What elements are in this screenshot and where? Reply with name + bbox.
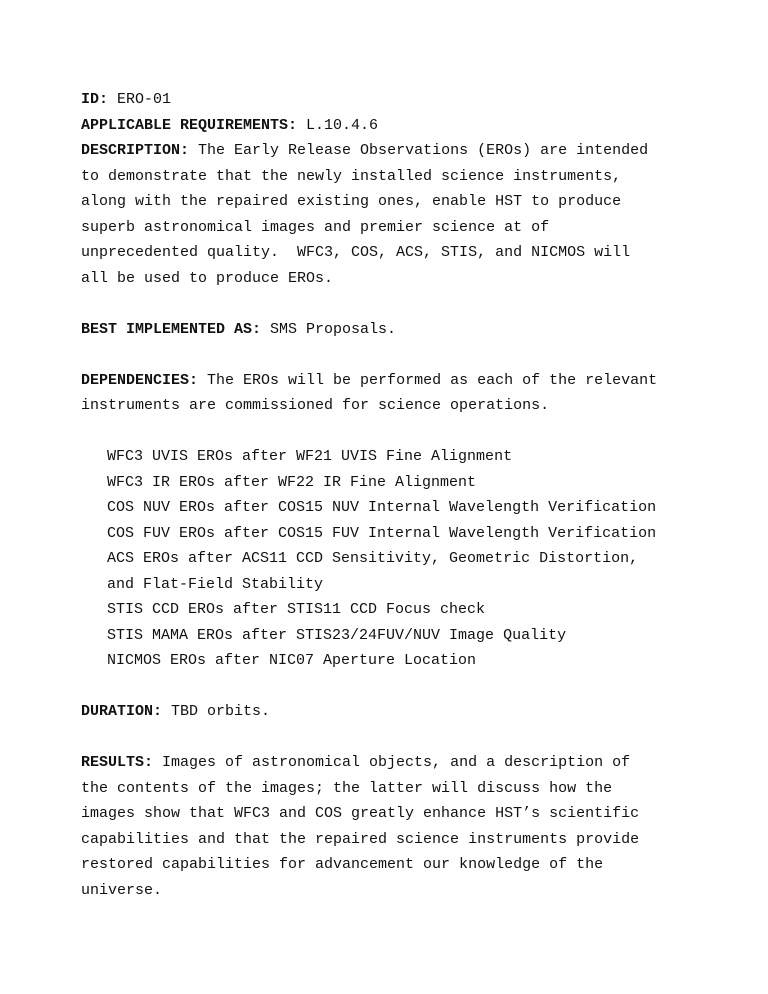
dependency-item: COS NUV EROs after COS15 NUV Internal Wavelength Verification [107, 499, 657, 516]
description-line-2: to demonstrate that the newly installed science instruments, [81, 167, 622, 185]
dependency-item: STIS MAMA EROs after STIS23/24FUV/NUV Image Quality [107, 626, 567, 644]
id-value: ERO-01 [108, 91, 172, 108]
duration-label: DURATION: [81, 703, 163, 720]
dependencies-text: The EROs will be performed as each of the relevant [198, 371, 658, 389]
description-line-1 [81, 138, 701, 164]
dependency-item: STIS CCD EROs after STIS11 CCD Focus check [107, 601, 486, 618]
description-line-5: unprecedented quality. WFC3, COS, ACS, STIS, and NICMOS will [81, 244, 631, 261]
spacer [81, 291, 701, 317]
dependencies-line-1 [81, 368, 701, 394]
duration-line [81, 699, 701, 725]
dependency-item: ACS EROs after ACS11 CCD Sensitivity, Geometric Distortion, [107, 550, 639, 567]
results-line-6: universe. [81, 881, 163, 899]
dependency-item: WFC3 UVIS EROs after WF21 UVIS Fine Alignment [107, 448, 513, 465]
duration-value: TBD orbits. [162, 703, 271, 720]
results-line-5: restored capabilities for advancement our knowledge of the [81, 856, 604, 873]
best-implemented-line [81, 317, 701, 343]
dependency-item: WFC3 IR EROs after WF22 IR Fine Alignment [107, 473, 477, 491]
requirements-value: L.10.4.6 [297, 116, 379, 134]
spacer [81, 674, 701, 700]
id-label: ID: [81, 91, 109, 108]
spacer [81, 725, 701, 751]
document-page [81, 87, 701, 903]
dependency-item: NICMOS EROs after NIC07 Aperture Location [107, 652, 477, 669]
description-line-4: superb astronomical images and premier science at of [81, 218, 550, 236]
description-label: DESCRIPTION: [81, 142, 190, 159]
results-text: Images of astronomical objects, and a description of [153, 754, 631, 771]
dependencies-line-2: instruments are commissioned for science operations. [81, 397, 550, 414]
description-line-6: all be used to produce EROs. [81, 269, 334, 287]
dependency-item: COS FUV EROs after COS15 FUV Internal Wavelength Verification [107, 524, 657, 542]
best-implemented-value: SMS Proposals. [261, 320, 397, 338]
results-line-4: capabilities and that the repaired science instruments provide [81, 830, 640, 848]
spacer [81, 342, 701, 368]
id-line [81, 87, 701, 113]
dependencies-label: DEPENDENCIES: [81, 371, 199, 389]
requirements-line [81, 113, 701, 139]
requirements-label: APPLICABLE REQUIREMENTS: [81, 116, 298, 134]
description-line-3: along with the repaired existing ones, enable HST to produce [81, 193, 622, 210]
description-text: The Early Release Observations (EROs) are intended [189, 142, 649, 159]
results-line-3: images show that WFC3 and COS greatly enhance HST’s scientific [81, 805, 640, 822]
spacer [81, 419, 701, 445]
results-line-2: the contents of the images; the latter will discuss how the [81, 779, 613, 797]
results-line-1 [81, 750, 701, 776]
best-implemented-label: BEST IMPLEMENTED AS: [81, 320, 262, 338]
results-label: RESULTS: [81, 754, 154, 771]
dependency-item: and Flat-Field Stability [107, 575, 324, 593]
